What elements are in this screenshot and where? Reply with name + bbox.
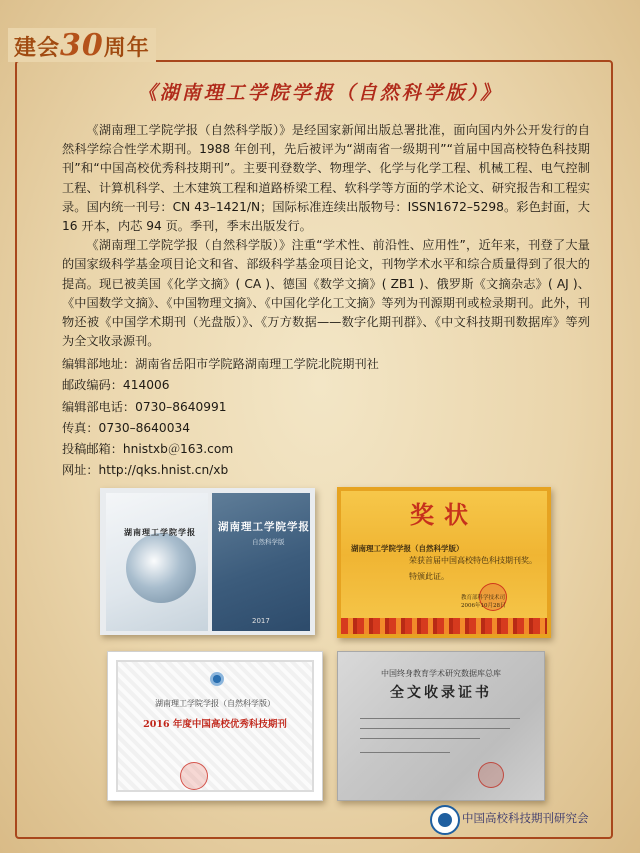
- intro-paragraph-2: 《湖南理工学院学报（自然科学版）》注重“学术性、前沿性、应用性”，近年来，刊登了大量的国家级科学基金项目论文和省、部级科学基金项目论文，刊物学术水平和综合质量得到了很大的提高。现已被美国《化学文摘》( CA )、德国《数学文摘》( ZB1 )、俄罗斯《文摘杂志》( AJ )、《中国数学文摘》、《中国物理文摘》、《中国化学化工文摘》等列为刊源期刊或检录期刊。此外，刊物还被《中国学术期刊（光盘版）》、《万方数据——数字化期刊群》、《中文科技期刊数据库》等列为全文收录源刊。: [62, 238, 590, 349]
- anniversary-badge: [8, 28, 156, 62]
- award-signature: [461, 593, 506, 609]
- award-line-2: 特颁此证。: [409, 572, 449, 581]
- contact-website[interactable]: 网址：http://qks.hnist.cn/xb: [62, 463, 229, 478]
- flower-border: [341, 618, 547, 634]
- org-logo-icon: [430, 805, 460, 835]
- journal-covers-image: [100, 488, 315, 635]
- award-heading: 奖状: [410, 500, 478, 529]
- db-heading: 中国终身教育学术研究数据库总库: [381, 669, 501, 678]
- contact-email[interactable]: 投稿邮箱：hnistxb＠163.com: [62, 442, 234, 457]
- cover-left-title: 湖南理工学院学报: [124, 527, 196, 537]
- cover-year: 2017: [252, 617, 270, 625]
- cert-inner-border: [116, 660, 314, 792]
- award-journal: 湖南理工学院学报（自然科学版）: [351, 544, 464, 553]
- badge-prefix: 建会: [14, 35, 61, 61]
- cover-right-title: 湖南理工学院学报: [218, 521, 310, 533]
- cert-logo-icon: [210, 672, 224, 686]
- contact-phone: 编辑部电话：0730–8640991: [62, 399, 227, 414]
- excellent-journal-certificate-image: [107, 651, 323, 801]
- cover-right: [212, 493, 310, 631]
- contact-fax: 传真：0730–8640034: [62, 420, 190, 435]
- badge-number: 30: [60, 28, 104, 63]
- intro-paragraph-1: 《湖南理工学院学报（自然科学版）》是经国家新闻出版总署批准，面向国内外公开发行的自然科学综合性学术期刊。1988 年创刊，先后被评为“湖南省一级期刊”“首届中国高校特色科技期刊”和“中国高校优秀科技期刊”。主要刊登数学、物理学、化学与化学工程、机械工程、电气控制工程、计算机科学、土木建筑工程和道路桥梁工程、软科学等方面的学术论文、研究报告和工程实录。国内统一刊号：CN 43–1421/N；国际标准连续出版物号：ISSN1672–5298。彩色封面，大 16 开本，内芯 94 页。季刊，季末出版发行。: [62, 123, 590, 234]
- text-line: [360, 738, 480, 739]
- text-line: [360, 728, 510, 729]
- award-sign-date: 2006年10月28日: [461, 603, 506, 609]
- db-title: 全文收录证书: [390, 685, 492, 701]
- badge-suffix: 周年: [103, 35, 150, 61]
- cover-left: [106, 493, 208, 631]
- cert-journal: 湖南理工学院学报（自然科学版）: [155, 699, 275, 708]
- intro-text: [62, 121, 590, 351]
- text-line: [360, 718, 520, 719]
- cover-right-subtitle: 自然科学版: [252, 538, 285, 546]
- contact-postcode: 邮政编码：414006: [62, 378, 170, 393]
- contact-info: [62, 354, 562, 482]
- contact-address: 编辑部地址：湖南省岳阳市学院路湖南理工学院北院期刊社: [62, 357, 379, 371]
- page-title: 《湖南理工学院学报（自然科学版）》: [137, 82, 503, 104]
- red-seal-icon: [180, 762, 208, 790]
- globe-graphic: [126, 533, 196, 603]
- award-certificate-image: [337, 487, 551, 638]
- text-line: [360, 752, 450, 753]
- cert-award: 2016 年度中国高校优秀科技期刊: [143, 719, 287, 730]
- footer-org: 中国高校科技期刊研究会: [462, 811, 589, 825]
- award-sign-org: 教育部科学技术司: [461, 595, 506, 601]
- inclusion-certificate-image: [337, 651, 545, 801]
- red-seal-icon: [478, 762, 504, 788]
- award-line-1: 荣获首届中国高校特色科技期刊奖。: [409, 556, 537, 565]
